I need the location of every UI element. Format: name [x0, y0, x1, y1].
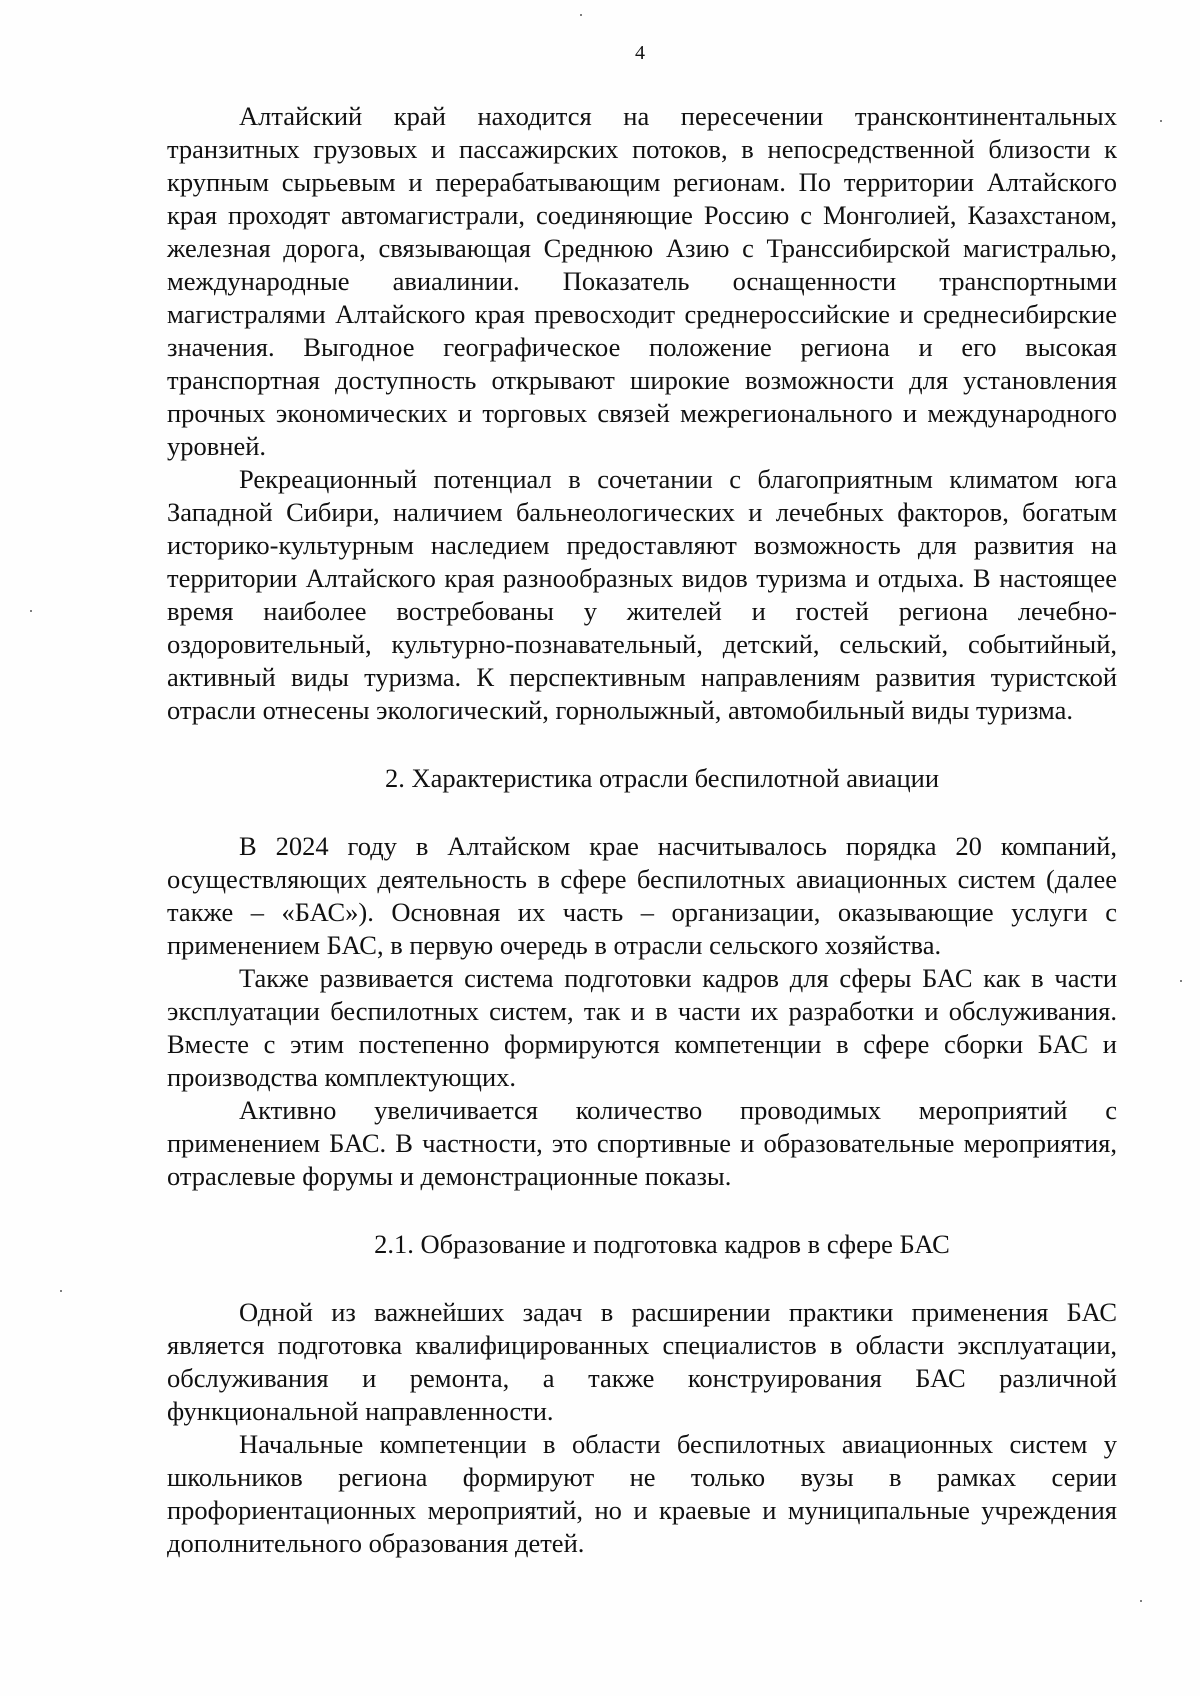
- scan-speck: [1180, 980, 1182, 982]
- paragraph-school-competencies: Начальные компетенции в области беспилотных авиационных систем у школьников региона формируют не только вузы в рамках серии профориентационных мероприятий, но и краевые и муниципальные учреждения дополнительного образования детей.: [167, 1429, 1117, 1558]
- paragraph-events: Активно увеличивается количество проводимых мероприятий с применением БАС. В частности, это спортивные и образовательные мероприятия, отраслевые форумы и демонстрационные показы.: [167, 1095, 1117, 1191]
- paragraph-training: Также развивается система подготовки кадров для сферы БАС как в части эксплуатации беспилотных систем, так и в части их разработки и обслуживания. Вместе с этим постепенно формируются компетенции в сфере сборки БАС и производства комплектующих.: [167, 963, 1117, 1092]
- scan-speck: [1140, 1600, 1142, 1602]
- scan-speck: [1160, 120, 1162, 122]
- document-body: [167, 100, 1117, 1560]
- scan-speck: [30, 610, 32, 612]
- paragraph-education-task: Одной из важнейших задач в расширении практики применения БАС является подготовка квалифицированных специалистов в области эксплуатации, обслуживания и ремонта, а также конструирования БАС различной функциональной направленности.: [167, 1297, 1117, 1426]
- paragraph-geography: Алтайский край находится на пересечении трансконтинентальных транзитных грузовых и пассажирских потоков, в непосредственной близости к крупным сырьевым и перерабатывающим регионам. По территории Алтайского края проходят автомагистрали, соединяющие Россию с Монголией, Казахстаном, железная дорога, связывающая Среднюю Азию с Транссибирской магистралью, международные авиалинии. Показатель оснащенности транспортными магистралями Алтайского края превосходит среднероссийские и среднесибирские значения. Выгодное географическое положение региона и его высокая транспортная доступность открывают широкие возможности для установления прочных экономических и торговых связей межрегионального и международного уровней.: [167, 101, 1117, 461]
- section-heading: 2. Характеристика отрасли беспилотной авиации: [384, 763, 940, 793]
- scan-speck: [580, 14, 582, 16]
- paragraph-companies: В 2024 году в Алтайском крае насчитывалось порядка 20 компаний, осуществляющих деятельность в сфере беспилотных авиационных систем (далее также – «БАС»). Основная их часть – организации, оказывающие услуги с применением БАС, в первую очередь в отрасли сельского хозяйства.: [167, 831, 1117, 960]
- scan-speck: [60, 1290, 62, 1292]
- paragraph-recreation: Рекреационный потенциал в сочетании с благоприятным климатом юга Западной Сибири, наличием бальнеологических и лечебных факторов, богатым историко-культурным наследием предоставляют возможность для развития на территории Алтайского края разнообразных видов туризма и отдыха. В настоящее время наиболее востребованы у жителей и гостей региона лечебно-оздоровительный, культурно-познавательный, детский, сельский, событийный, активный виды туризма. К перспективным направлениям развития туристской отрасли отнесены экологический, горнолыжный, автомобильный виды туризма.: [167, 464, 1117, 725]
- page-number: 4: [635, 42, 645, 64]
- subsection-heading: 2.1. Образование и подготовка кадров в сфере БАС: [374, 1229, 950, 1259]
